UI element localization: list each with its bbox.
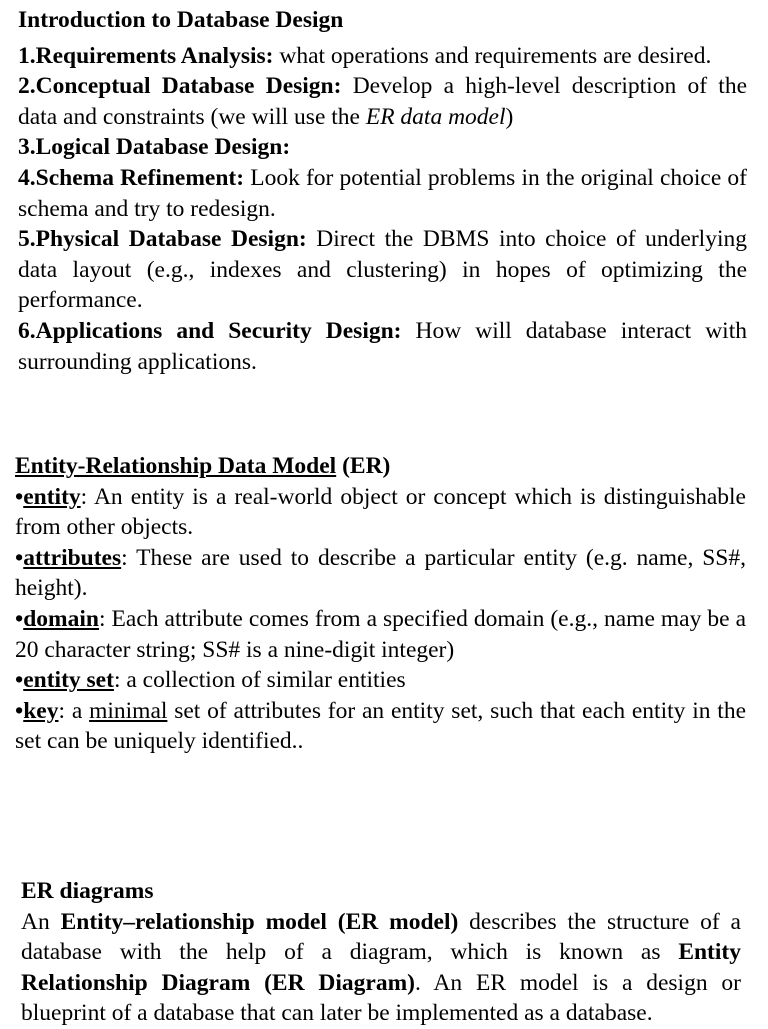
intro-title: Introduction to Database Design [18, 7, 344, 33]
minimal-underlined: minimal [89, 697, 168, 724]
intro-section [18, 5, 747, 377]
intro-item-text: How will database interact with surrounding applications. [18, 317, 747, 375]
er-definition-key [15, 696, 746, 757]
bullet: • [15, 605, 24, 632]
er-diagrams-section [21, 876, 741, 1029]
intro-item-6 [18, 316, 747, 377]
intro-item-heading: Applications and Security Design: [35, 317, 402, 344]
definition: : a [58, 697, 90, 724]
er-definition-attributes [15, 543, 746, 604]
definition-end: set of attributes for an entity set, such that each entity in the set can be uniquely identified.. [15, 697, 746, 755]
definition: : An entity is a real-world object or concept which is distinguishable from other objects. [15, 483, 746, 541]
intro-item-heading: Requirements Analysis: [35, 42, 274, 69]
definition: : a collection of similar entities [113, 667, 406, 694]
term: attributes [23, 544, 122, 571]
intro-item-number: 5. [18, 226, 36, 253]
intro-item-number: 4. [18, 164, 36, 191]
intro-item-number: 3. [18, 134, 36, 161]
term: entity [23, 483, 81, 510]
intro-item-text: Look for potential problems in the original choice of schema and try to redesign. [18, 164, 748, 222]
intro-item-4 [18, 163, 747, 224]
definition: : These are used to describe a particular entity (e.g. name, SS#, height). [15, 544, 746, 602]
intro-item-3 [18, 132, 747, 163]
intro-item-text: what operations and requirements are desired. [273, 42, 712, 69]
bullet: • [15, 483, 24, 510]
intro-item-text: Direct the DBMS into choice of underlying data layout (e.g., indexes and clustering) in hopes of optimizing the performance. [18, 226, 747, 314]
bullet: • [15, 544, 24, 571]
er-definition-domain [15, 604, 746, 665]
er-model-title-rest: (ER) [336, 453, 391, 479]
er-data-model-term: ER data model [365, 103, 506, 130]
intro-item-text: Develop a high-level description of the data and constraints (we will use the [18, 73, 747, 130]
er-diagrams-title: ER diagrams [21, 878, 154, 904]
definition: : Each attribute comes from a specified domain (e.g., name may be a 20 character string; SS# is a nine-digit integer) [15, 605, 746, 663]
bullet: • [15, 667, 24, 694]
intro-item-1 [18, 41, 747, 72]
intro-item-5 [18, 224, 747, 316]
er-definition-entity-set [15, 665, 746, 696]
intro-item-heading: Schema Refinement: [35, 164, 245, 191]
bullet: • [15, 697, 24, 724]
intro-item-number: 2. [18, 73, 36, 100]
intro-item-number: 6. [18, 317, 36, 344]
er-model-title-underlined: Entity-Relationship Data Model [15, 453, 337, 479]
intro-item-2 [18, 71, 747, 132]
term: key [23, 697, 59, 724]
intro-item-heading: Conceptual Database Design: [35, 73, 342, 100]
er-model-title [15, 451, 746, 482]
er-model-section [15, 451, 746, 757]
er-definition-entity [15, 482, 746, 543]
er-diagrams-paragraph: An Entity–relationship model (ER model) describes the structure of a database with the help of a diagram, which is known as Entity Relationship Diagram (ER Diagram). An ER model is a design or blueprint of a database that can later be implemented as a database. [21, 908, 741, 1027]
intro-item-text-end: ) [505, 103, 514, 130]
intro-item-heading: Logical Database Design: [35, 134, 291, 161]
intro-item-heading: Physical Database Design: [35, 226, 307, 253]
term: entity set [23, 667, 114, 694]
term: domain [23, 605, 99, 632]
intro-item-number: 1. [18, 42, 36, 69]
